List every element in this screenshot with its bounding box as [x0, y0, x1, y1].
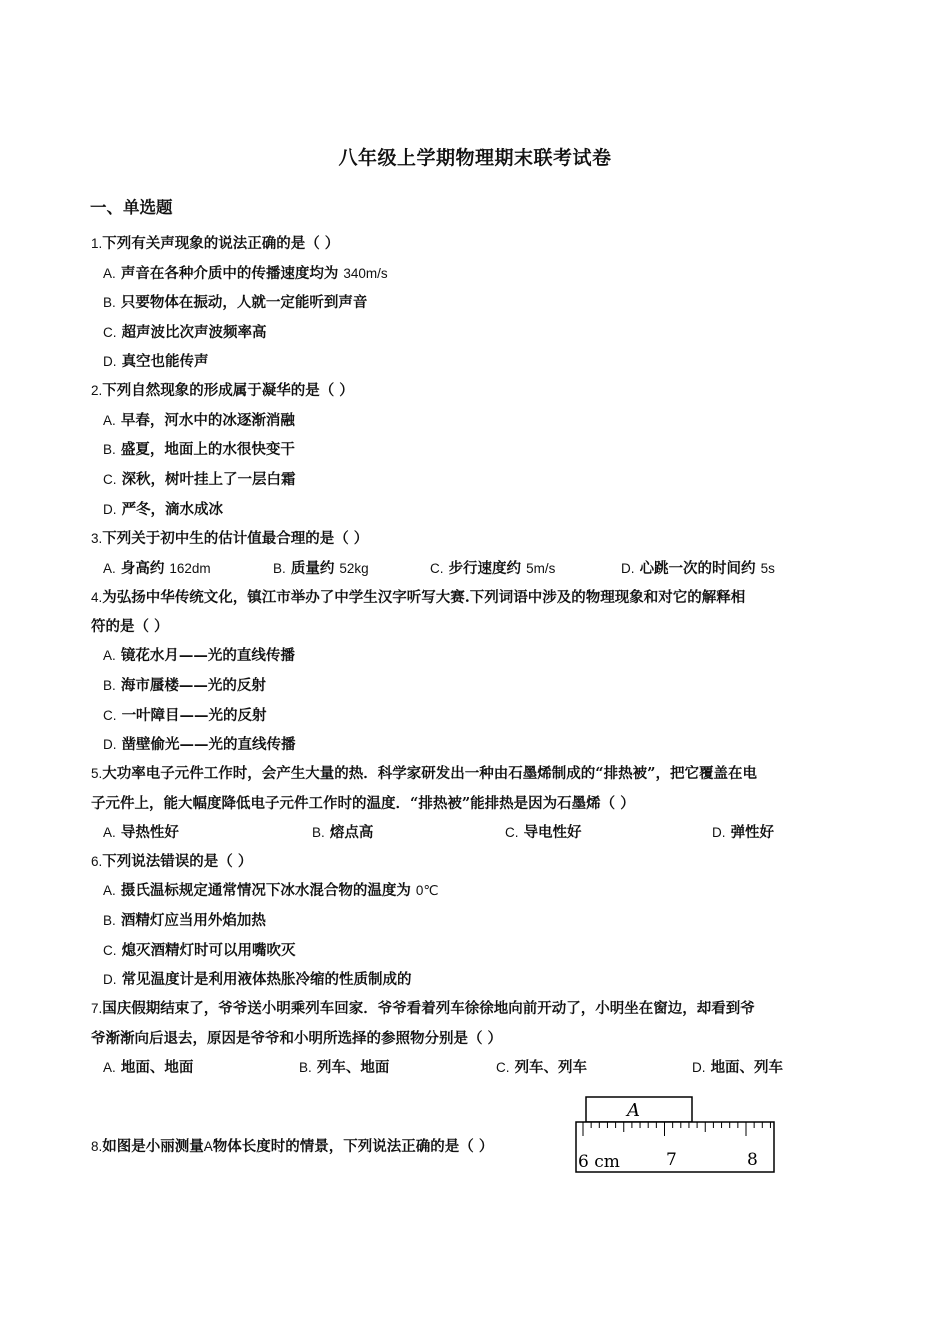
- q6-option-d: D. 常见温度计是利用液体热胀冷缩的性质制成的: [103, 971, 412, 988]
- q1-option-d: D. 真空也能传声: [103, 353, 209, 370]
- q6-option-b: B. 酒精灯应当用外焰加热: [103, 912, 266, 929]
- q7-option-d: D. 地面、列车: [692, 1059, 784, 1076]
- q2-option-c: C. 深秋，树叶挂上了一层白霜: [103, 471, 296, 488]
- question-7: 7.国庆假期结束了，爷爷送小明乘列车回家．爷爷看着列车徐徐地向前开动了，小明坐在窗边，却看到爷: [91, 1000, 755, 1017]
- q7-option-b: B. 列车、地面: [299, 1059, 390, 1076]
- object-a-label: A: [627, 1100, 640, 1121]
- q6-option-a: A. 摄氏温标规定通常情况下冰水混合物的温度为 0℃: [103, 882, 439, 899]
- tick-label-7: 7: [666, 1150, 677, 1170]
- q4-option-a: A. 镜花水月——光的直线传播: [103, 647, 295, 664]
- q6-option-c: C. 熄灭酒精灯时可以用嘴吹灭: [103, 942, 296, 959]
- page-title: 八年级上学期物理期末联考试卷: [338, 147, 612, 169]
- question-4: 4.为弘扬中华传统文化，镇江市举办了中学生汉字听写大赛.下列词语中涉及的物理现象和对它的解释相: [91, 589, 746, 606]
- question-6: 6.下列说法错误的是（ ）: [91, 853, 253, 870]
- question-5-cont: 子元件上，能大幅度降低电子元件工作时的温度．“排热被”能排热是因为石墨烯（ ）: [91, 795, 635, 812]
- q7-option-a: A. 地面、地面: [103, 1059, 194, 1076]
- q1-option-b: B. 只要物体在振动，人就一定能听到声音: [103, 294, 368, 311]
- q4-option-d: D. 凿壁偷光——光的直线传播: [103, 736, 296, 753]
- question-3: 3.下列关于初中生的估计值最合理的是（ ）: [91, 530, 369, 547]
- q5-option-d: D. 弹性好: [712, 824, 775, 841]
- q3-option-c: C. 步行速度约 5m/s: [430, 560, 556, 577]
- question-4-cont: 符的是（ ）: [91, 618, 169, 635]
- q5-option-c: C. 导电性好: [505, 824, 582, 841]
- question-7-cont: 爷渐渐向后退去，原因是爷爷和小明所选择的参照物分别是（ ）: [91, 1030, 503, 1047]
- q3-option-a: A. 身高约 162dm: [103, 560, 211, 577]
- tick-label-6cm: 6 cm: [578, 1152, 620, 1172]
- q2-option-b: B. 盛夏，地面上的水很快变干: [103, 441, 295, 458]
- question-5: 5.大功率电子元件工作时，会产生大量的热．科学家研发出一种由石墨烯制成的“排热被”，把它覆盖在电: [91, 765, 757, 782]
- question-number: 1.: [91, 236, 103, 251]
- question-stem: 下列有关声现象的说法正确的是（ ）: [102, 235, 340, 252]
- q7-option-c: C. 列车、列车: [496, 1059, 588, 1076]
- q5-option-b: B. 熔点高: [312, 824, 374, 841]
- q1-option-a: A. 声音在各种介质中的传播速度均为 340m/s: [103, 265, 388, 282]
- q4-option-b: B. 海市蜃楼——光的反射: [103, 677, 266, 694]
- section-heading: 一、单选题: [90, 198, 173, 217]
- q1-option-c: C. 超声波比次声波频率高: [103, 324, 267, 341]
- q2-option-a: A. 早春，河水中的冰逐渐消融: [103, 412, 295, 429]
- q4-option-c: C. 一叶障目——光的反射: [103, 707, 267, 724]
- question-1: [91, 234, 339, 254]
- tick-label-8: 8: [747, 1150, 758, 1170]
- question-8: 8.如图是小丽测量A物体长度时的情景，下列说法正确的是（ ）: [91, 1138, 494, 1155]
- ruler-figure: [574, 1094, 778, 1176]
- q5-option-a: A. 导热性好: [103, 824, 179, 841]
- q3-option-d: D. 心跳一次的时间约 5s: [621, 560, 775, 577]
- q2-option-d: D. 严冬，滴水成冰: [103, 501, 224, 518]
- q3-option-b: B. 质量约 52kg: [273, 560, 369, 577]
- question-2: 2.下列自然现象的形成属于凝华的是（ ）: [91, 382, 354, 399]
